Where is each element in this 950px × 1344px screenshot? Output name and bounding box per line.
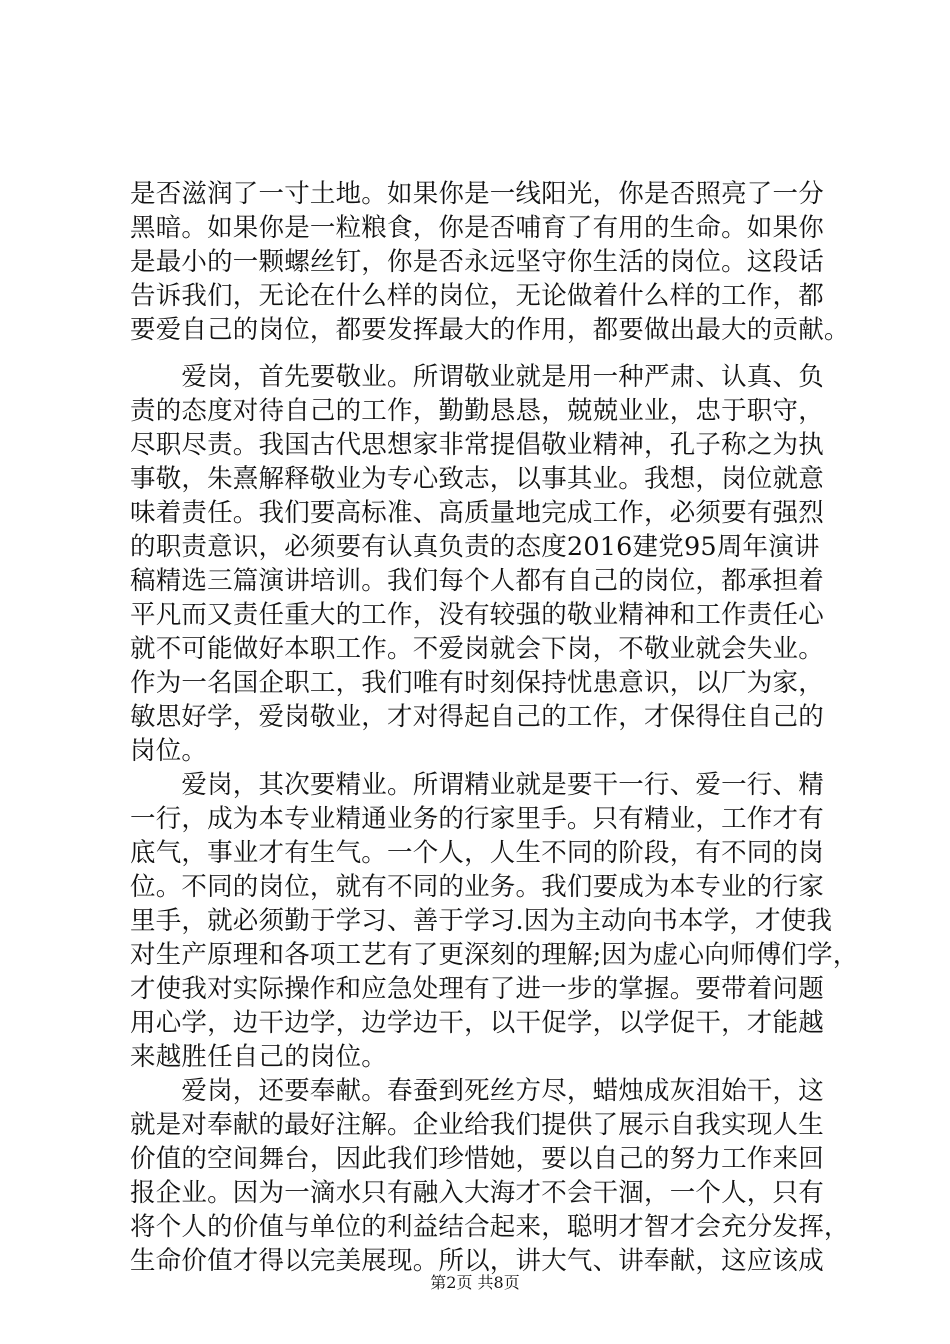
text-line: 爱岗，其次要精业。所谓精业就是要干一行、爱一行、精 (130, 770, 824, 800)
text-line: 位。不同的岗位，就有不同的业务。我们要成为本专业的行家 (130, 872, 824, 902)
text-line: 事敬，朱熹解释敬业为专心致志，以事其业。我想，岗位就意 (130, 464, 824, 494)
text-line: 爱岗，还要奉献。春蚕到死丝方尽，蜡烛成灰泪始干，这 (130, 1076, 824, 1106)
text-line: 的职责意识，必须要有认真负责的态度2016建党95周年演讲 (130, 532, 820, 562)
text-line: 是最小的一颗螺丝钉，你是否永远坚守你生活的岗位。这段话 (130, 247, 824, 277)
text-line: 里手，就必须勤于学习、善于学习.因为主动向书本学，才使我 (130, 906, 833, 936)
text-line: 是否滋润了一寸土地。如果你是一线阳光，你是否照亮了一分 (130, 179, 824, 209)
text-line: 用心学，边干边学，边学边干，以干促学，以学促干，才能越 (130, 1008, 824, 1038)
text-line: 要爱自己的岗位，都要发挥最大的作用，都要做出最大的贡献。 (130, 315, 850, 345)
text-line: 稿精选三篇演讲培训。我们每个人都有自己的岗位，都承担着 (130, 566, 824, 596)
text-line: 岗位。 (130, 736, 208, 766)
text-line: 敏思好学，爱岗敬业，才对得起自己的工作，才保得住自己的 (130, 702, 824, 732)
text-line: 来越胜任自己的岗位。 (130, 1042, 388, 1072)
text-line: 平凡而又责任重大的工作，没有较强的敬业精神和工作责任心 (130, 600, 824, 630)
text-line: 底气，事业才有生气。一个人，人生不同的阶段，有不同的岗 (130, 838, 824, 868)
text-line: 黑暗。如果你是一粒粮食，你是否哺育了有用的生命。如果你 (130, 213, 824, 243)
text-line: 尽职尽责。我国古代思想家非常提倡敬业精神，孔子称之为执 (130, 430, 824, 460)
page-number-footer: 第2页 共8页 (430, 1273, 520, 1292)
text-line: 对生产原理和各项工艺有了更深刻的理解;因为虚心向师傅们学， (130, 940, 859, 970)
text-line: 爱岗，首先要敬业。所谓敬业就是用一种严肃、认真、负 (130, 362, 824, 392)
text-line: 告诉我们，无论在什么样的岗位，无论做着什么样的工作，都 (130, 281, 824, 311)
text-line: 就不可能做好本职工作。不爱岗就会下岗，不敬业就会失业。 (130, 634, 824, 664)
text-line: 作为一名国企职工，我们唯有时刻保持忧患意识，以厂为家， (130, 668, 824, 698)
text-line: 报企业。因为一滴水只有融入大海才不会干涸，一个人，只有 (130, 1178, 824, 1208)
text-line: 生命价值才得以完美展现。所以，讲大气、讲奉献，这应该成 (130, 1246, 824, 1276)
text-line: 一行，成为本专业精通业务的行家里手。只有精业，工作才有 (130, 804, 824, 834)
text-line: 责的态度对待自己的工作，勤勤恳恳，兢兢业业，忠于职守， (130, 396, 824, 426)
text-line: 就是对奉献的最好注解。企业给我们提供了展示自我实现人生 (130, 1110, 824, 1140)
text-line: 将个人的价值与单位的利益结合起来，聪明才智才会充分发挥， (130, 1212, 850, 1242)
text-line: 味着责任。我们要高标准、高质量地完成工作，必须要有强烈 (130, 498, 824, 528)
text-line: 价值的空间舞台，因此我们珍惜她，要以自己的努力工作来回 (130, 1144, 824, 1174)
text-line: 才使我对实际操作和应急处理有了进一步的掌握。要带着问题 (130, 974, 824, 1004)
